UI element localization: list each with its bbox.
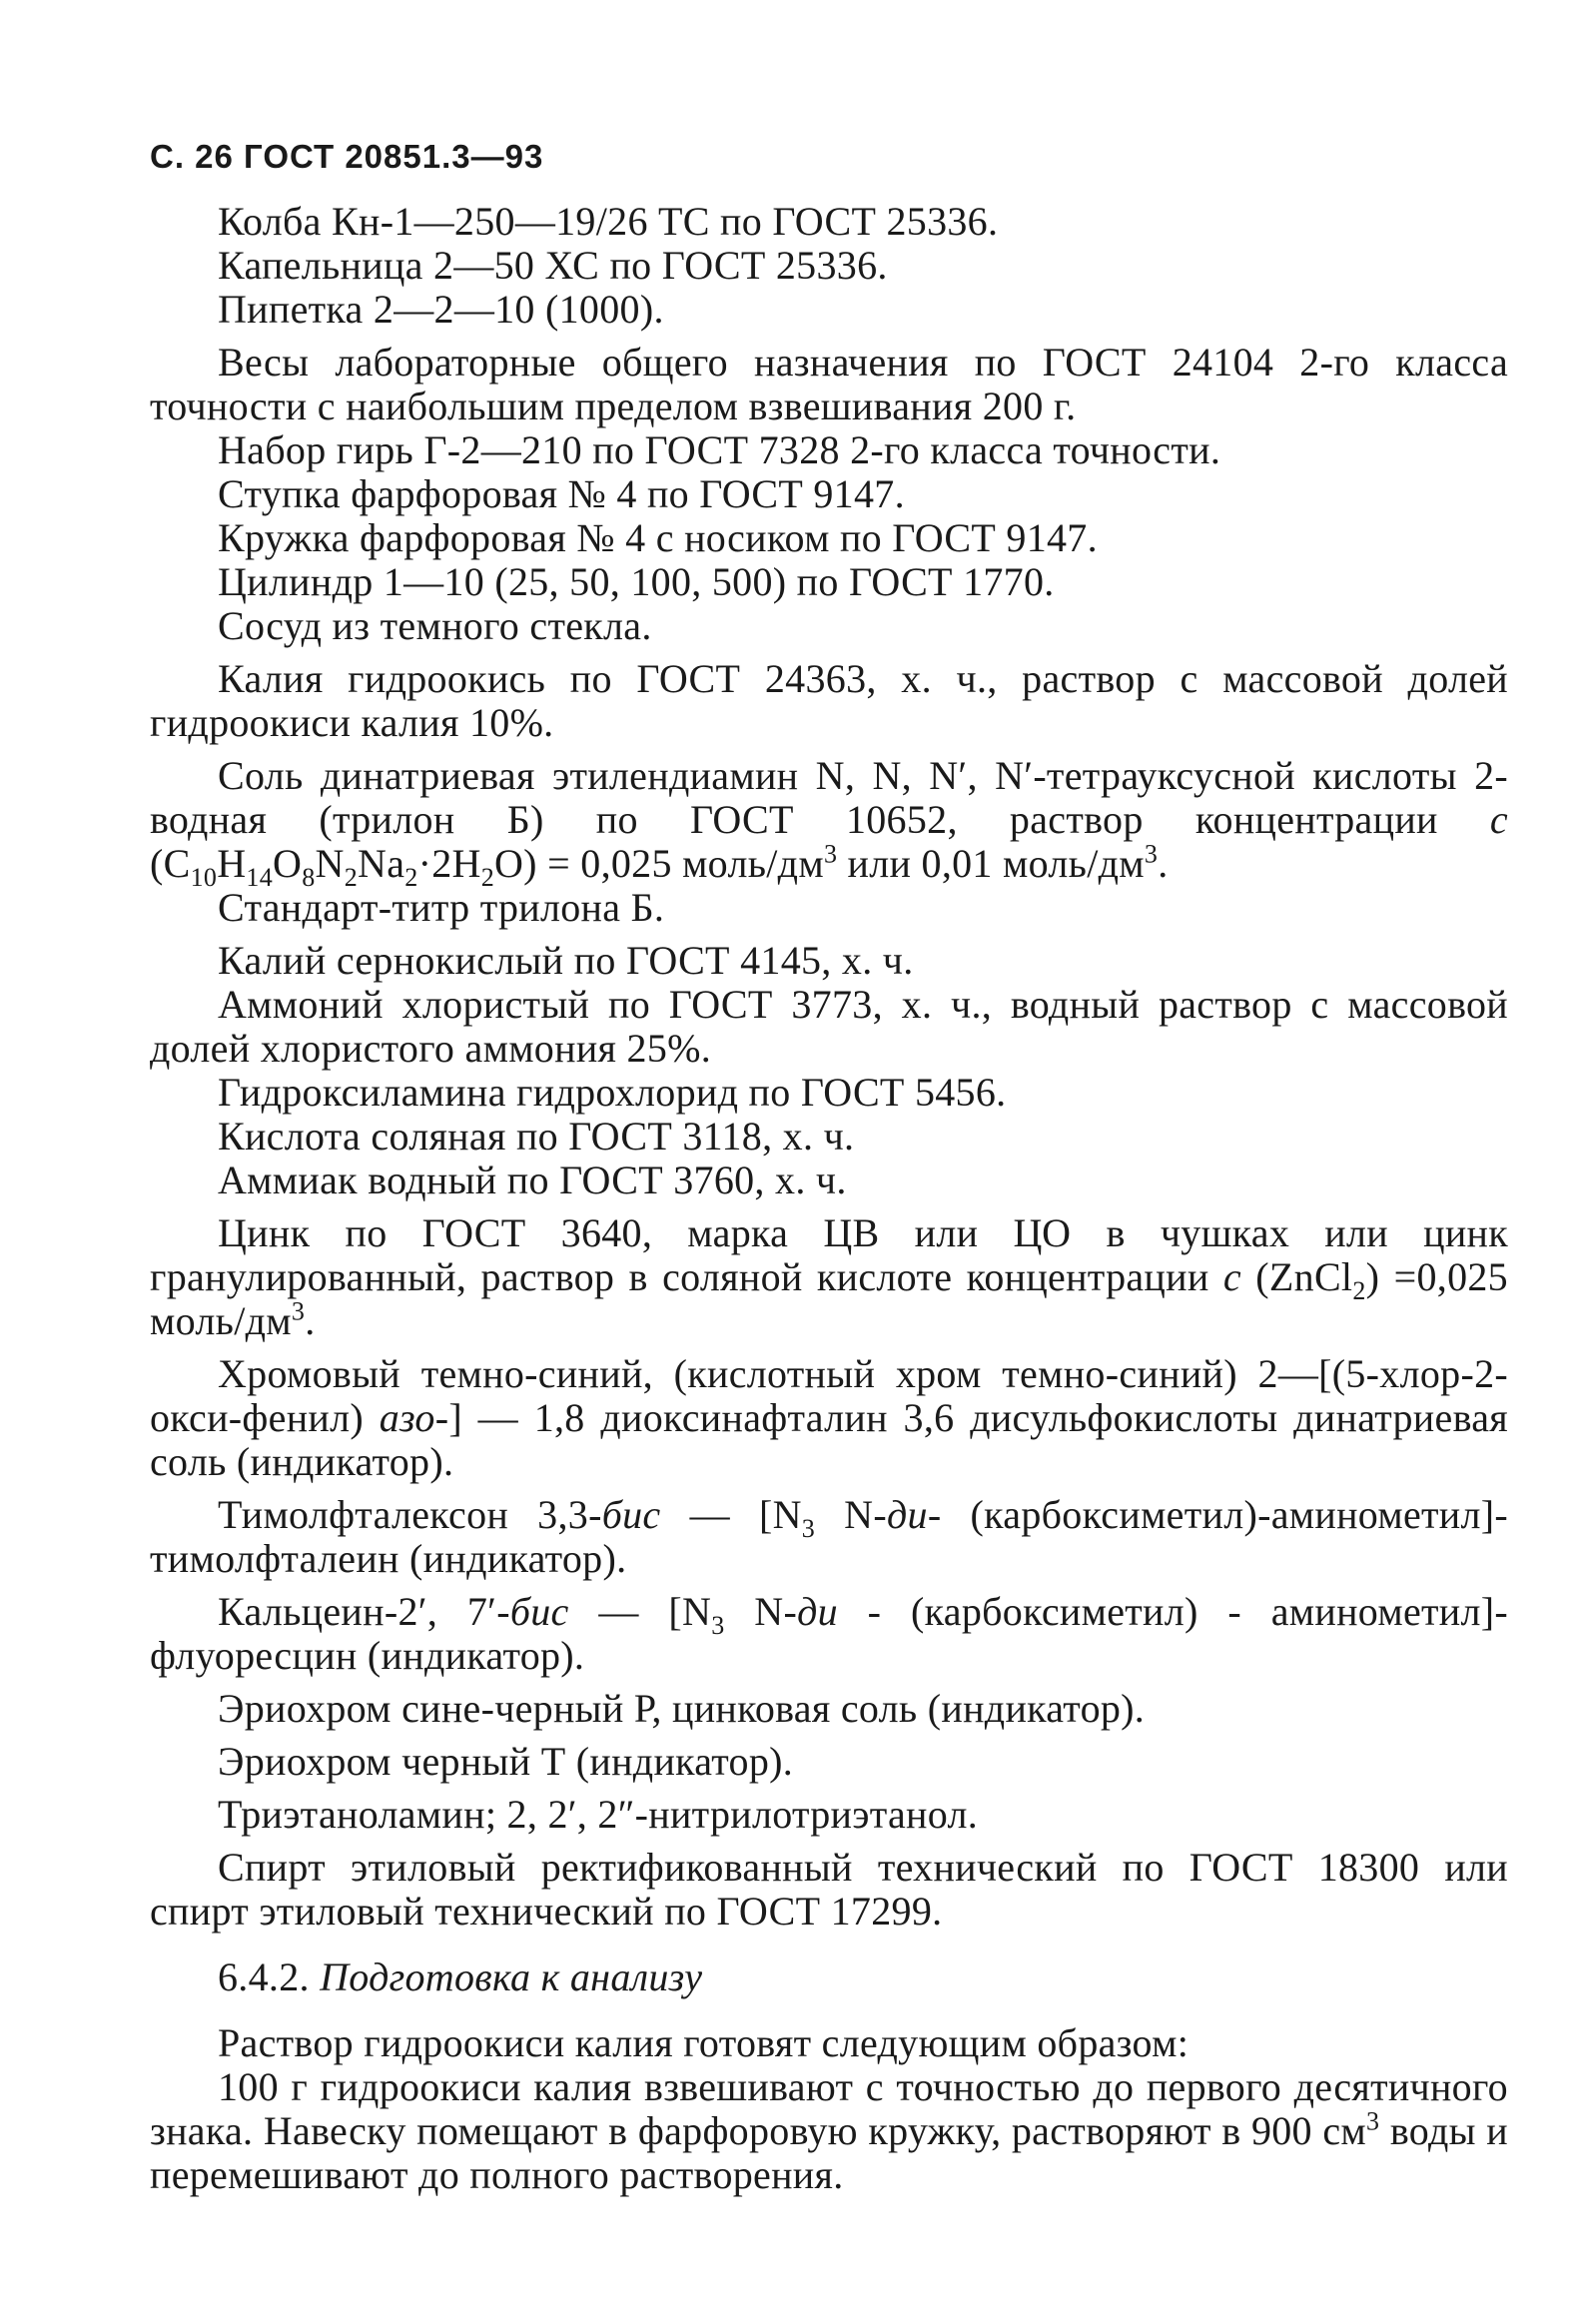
list-item: Кружка фарфоровая № 4 с носиком по ГОСТ 9147. [218,515,1098,560]
zinc-paragraph: Цинк по ГОСТ 3640, марка ЦВ или ЦО в чушках или цинк гранулированный, раствор в соляной кислоте концентрации c (ZnCl$_2$) =0,025 моль/$дм^3$. [150,1210,1508,1343]
list-item: Калий сернокислый по ГОСТ 4145, х. ч. [218,938,914,983]
section-heading: 6.4.2. Подготовка к анализу [218,1954,703,1999]
list-item: Пипетка 2—2—10 (1000). [218,287,664,332]
list-item: Весы лабораторные общего назначения по ГОСТ 24104 2-го класса точности с наибольшим пределом взвешивания 200 г. [150,340,1508,428]
thymol-paragraph: Тимолфталексон 3,3-бис — [$N_3$ N-ди- (карбоксиметил)-аминометил]-тимолфталеин (индикатор). [150,1492,1508,1581]
list-item: Стандарт-титр трилона Б. [218,885,665,930]
list-item: Сосуд из темного стекла. [218,603,652,648]
list-item: Эриохром черный Т (индикатор). [218,1739,794,1784]
list-item: Гидроксиламина гидрохлорид по ГОСТ 5456. [218,1070,1007,1115]
list-item: Аммоний хлористый по ГОСТ 3773, х. ч., водный раствор с массовой долей хлористого аммония 25%. [150,982,1508,1071]
list-item: Ступка фарфоровая № 4 по ГОСТ 9147. [218,471,905,516]
list-item: Триэтаноламин; 2, 2′, 2″-нитрилотриэтанол. [218,1792,979,1837]
list-item: Колба Кн-1—250—19/26 ТС по ГОСТ 25336. [218,199,999,244]
list-item: Калия гидроокись по ГОСТ 24363, х. ч., раствор с массовой долей гидроокиси калия 10%. [150,656,1508,745]
prep-paragraph: Раствор гидроокиси калия готовят следующим образом: [218,2020,1189,2065]
chrome-paragraph: Хромовый темно-синий, (кислотный хром темно-синий) 2—[(5-хлор-2-окси-фенил) азо-] — 1,8 диоксинафталин 3,6 дисульфокислоты динатриевая соль (индикатор). [150,1351,1508,1484]
list-item: Капельница 2—50 ХС по ГОСТ 25336. [218,243,888,288]
list-item: Аммиак водный по ГОСТ 3760, х. ч. [218,1158,847,1202]
list-item: Эриохром сине-черный Р, цинковая соль (индикатор). [218,1686,1146,1731]
calcein-paragraph: Кальцеин-2′, 7′-бис — [$N_3$ N-ди - (карбоксиметил) - аминометил]-флуоресцин (индикатор). [150,1589,1508,1678]
document-body [150,200,1508,2197]
final-paragraph: 100 г гидроокиси калия взвешивают с точностью до первого десятичного знака. Навеску помещают в фарфоровую кружку, растворяют в 900 $см^3$ воды и перемешивают до полного растворения. [150,2064,1508,2197]
trilon-paragraph: Соль динатриевая этилендиамин N, N, N′, N′-тетрауксусной кислоты 2-водная (трилон Б) по ГОСТ 10652, раствор концентрации c $(C_{10}H_{14}O_8N_2Na_2\cdot 2H_2O) = 0,025$ моль/$дм^3$ или 0,01 моль/$дм^3$. [150,753,1508,892]
list-item: Цилиндр 1—10 (25, 50, 100, 500) по ГОСТ 1770. [218,559,1055,604]
list-item: Спирт этиловый ректификованный технический по ГОСТ 18300 или спирт этиловый технический по ГОСТ 17299. [150,1845,1508,1934]
list-item: Кислота соляная по ГОСТ 3118, х. ч. [218,1114,855,1159]
page-header: С. 26 ГОСТ 20851.3—93 [150,138,544,175]
list-item: Набор гирь Г-2—210 по ГОСТ 7328 2-го класса точности. [218,427,1221,472]
